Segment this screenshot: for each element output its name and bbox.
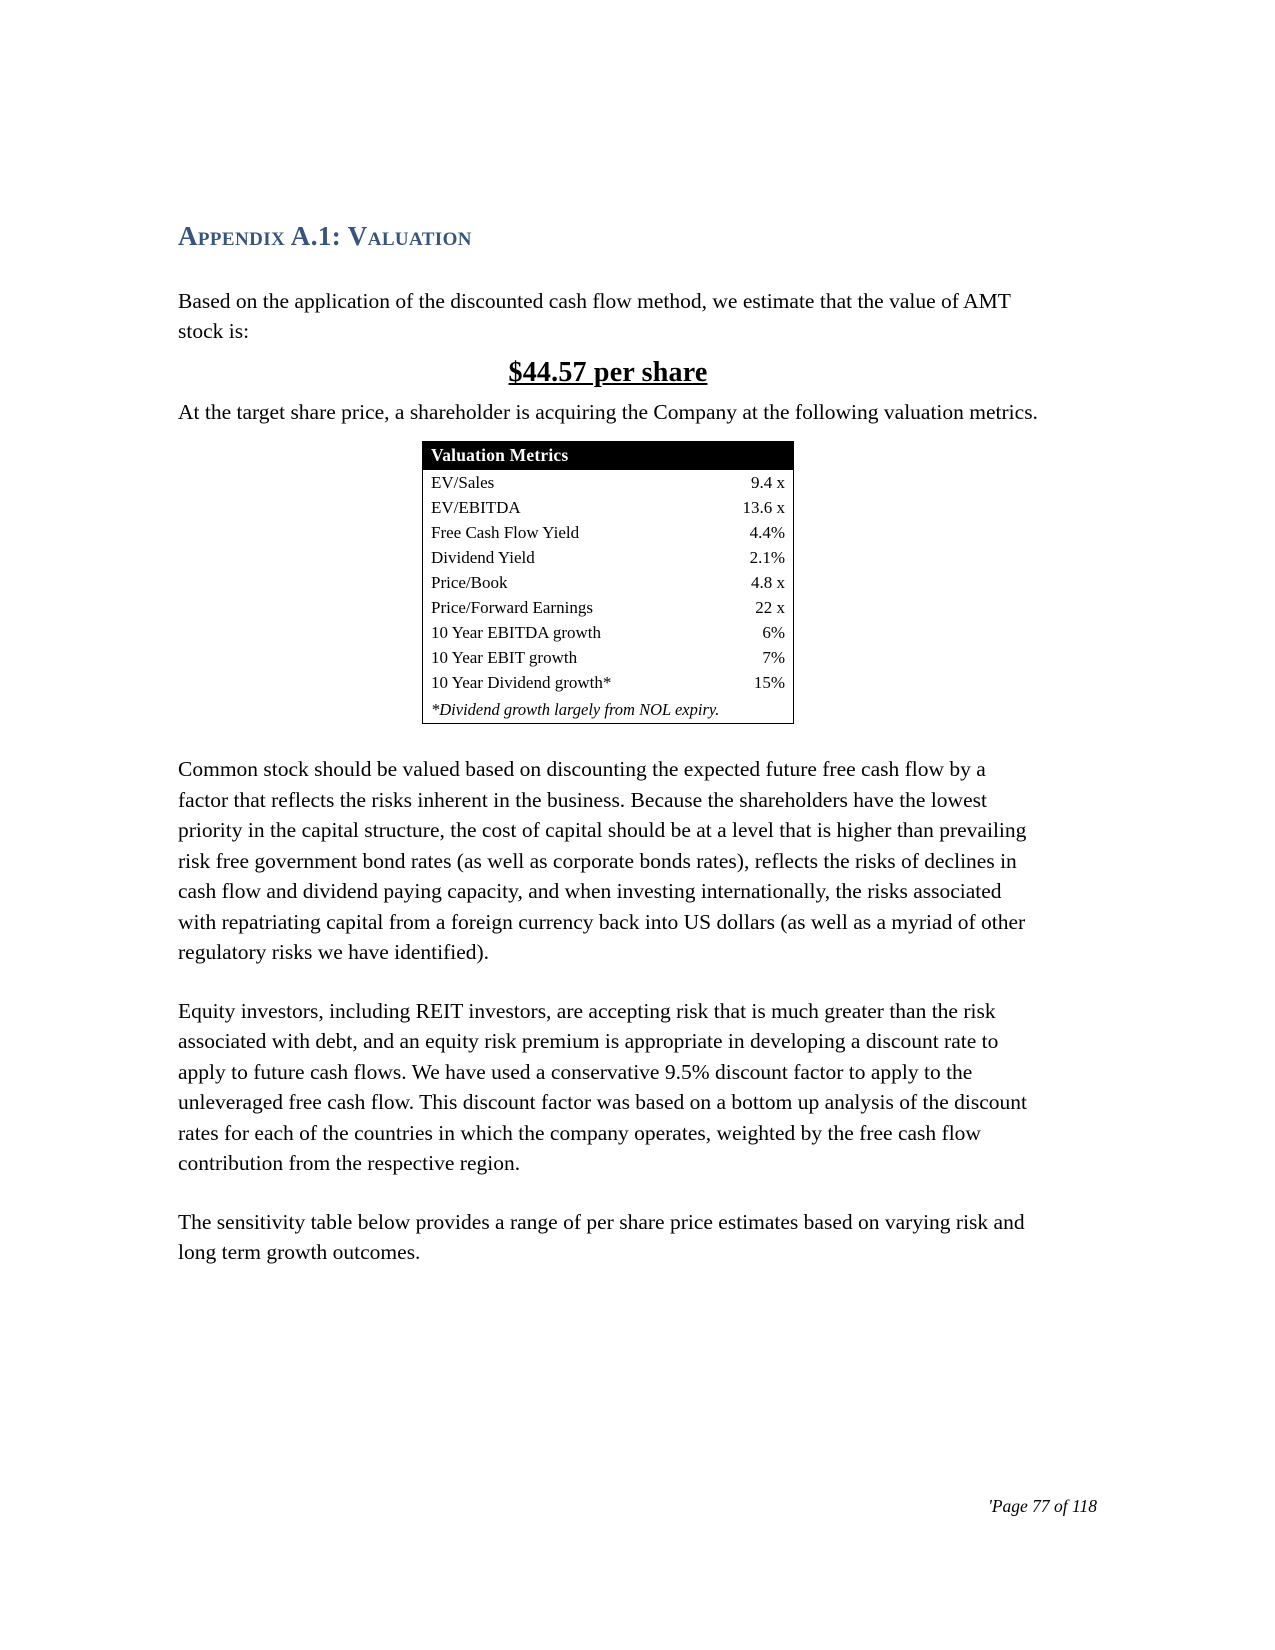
metric-value: 22 x (755, 597, 785, 617)
metric-label: 10 Year Dividend growth* (431, 672, 612, 692)
metric-value: 7% (762, 647, 785, 667)
page-content (178, 222, 1038, 1268)
metric-value: 15% (753, 672, 785, 692)
metric-value: 4.4% (749, 522, 785, 542)
valuation-metrics-table (422, 441, 794, 724)
table-row (423, 645, 794, 670)
headline-price: $44.57 per share (508, 356, 708, 388)
metrics-lead-in-paragraph: At the target share price, a shareholder is acquiring the Company at the following valuation metrics. (178, 399, 1038, 424)
body-paragraph-sensitivity: The sensitivity table below provides a range of per share price estimates based on varying risk and long term growth outcomes. (178, 1209, 1025, 1265)
page-footer: 'Page 77 of 118 (988, 1496, 1097, 1516)
table-row (423, 545, 794, 570)
intro-paragraph: Based on the application of the discounted cash flow method, we estimate that the value of AMT stock is: (178, 288, 1011, 344)
table-row (423, 520, 794, 545)
metric-label: Price/Book (431, 572, 508, 592)
metric-label: Dividend Yield (431, 547, 535, 567)
table-row (423, 495, 794, 520)
metric-label: EV/EBITDA (431, 497, 521, 517)
table-row (423, 670, 794, 695)
table-footnote-row (423, 695, 794, 724)
table-body (423, 470, 794, 724)
table-head (423, 442, 794, 471)
table-footnote: *Dividend growth largely from NOL expiry. (431, 700, 720, 720)
metric-value: 13.6 x (742, 497, 785, 517)
body-paragraph-discounting: Common stock should be valued based on discounting the expected future free cash flow by a factor that reflects the risks inherent in the business. Because the shareholders have the lowest priority in the capital structure, the cost of capital should be at a level that is higher than prevailing risk free government bond rates (as well as corporate bonds rates), reflects the risks of declines in cash flow and dividend paying capacity, and when investing internationally, the risks associated with repatriating capital from a foreign currency back into US dollars (as well as a myriad of other regulatory risks we have identified). (178, 757, 1027, 965)
metric-value: 9.4 x (751, 472, 785, 492)
metric-label: 10 Year EBITDA growth (431, 622, 601, 642)
metric-label: Free Cash Flow Yield (431, 522, 580, 542)
table-header-row (423, 442, 794, 471)
table-header-title: Valuation Metrics (423, 442, 794, 471)
metric-label: 10 Year EBIT growth (431, 647, 578, 667)
page-title: Appendix A.1: Valuation (178, 221, 472, 251)
metric-value: 2.1% (749, 547, 785, 567)
valuation-metrics-table-container (178, 441, 1038, 724)
table-row (423, 470, 794, 495)
table-row (423, 620, 794, 645)
metric-label: Price/Forward Earnings (431, 597, 593, 617)
metric-value: 6% (762, 622, 785, 642)
metric-label: EV/Sales (431, 472, 495, 492)
metric-value: 4.8 x (751, 572, 785, 592)
table-row (423, 595, 794, 620)
table-row (423, 570, 794, 595)
body-paragraph-equity-risk: Equity investors, including REIT investors, are accepting risk that is much greater than the risk associated with debt, and an equity risk premium is appropriate in developing a discount rate to apply to future cash flows. We have used a conservative 9.5% discount factor to apply to the unleveraged free cash flow. This discount factor was based on a bottom up analysis of the discount rates for each of the countries in which the company operates, weighted by the free cash flow contribution from the respective region. (178, 998, 1028, 1176)
